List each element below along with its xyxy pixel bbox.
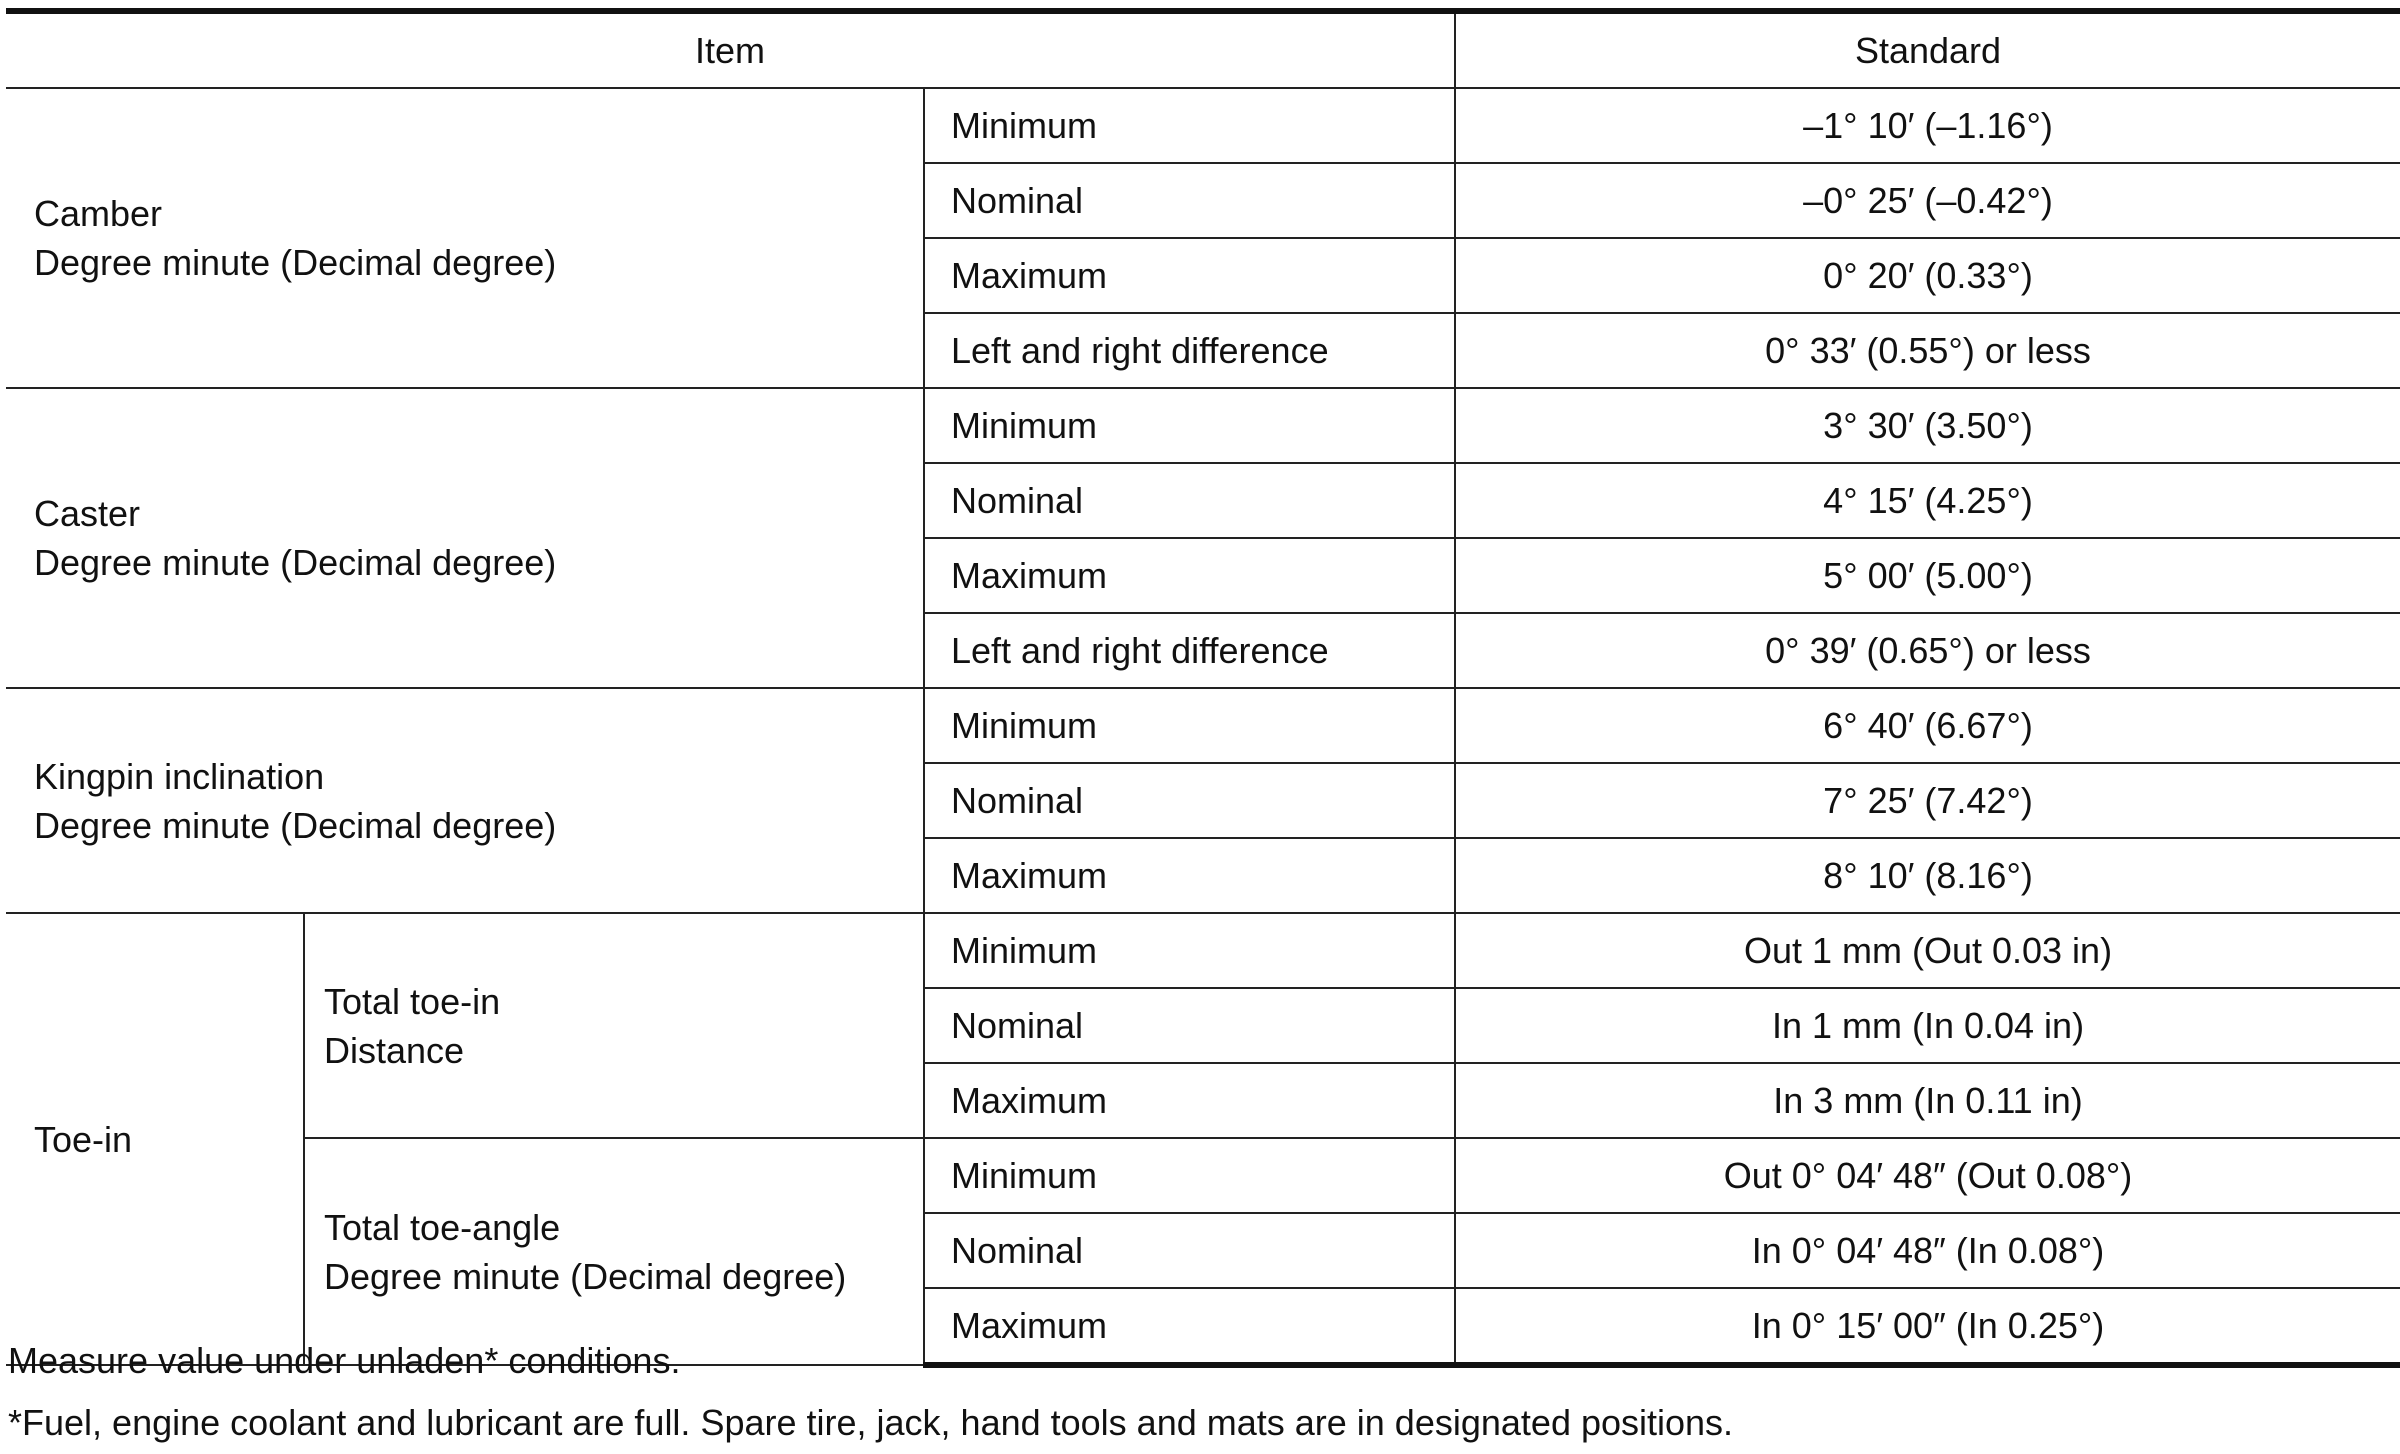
caster-item-cell (6, 388, 924, 688)
standard-value: In 1 mm (In 0.04 in) (1455, 988, 2400, 1063)
kingpin-item-cell (6, 688, 924, 913)
standard-value: Out 1 mm (Out 0.03 in) (1455, 913, 2400, 988)
standard-value: In 0° 15′ 00″ (In 0.25°) (1455, 1288, 2400, 1365)
standard-value: 8° 10′ (8.16°) (1455, 838, 2400, 913)
footnotes (8, 1330, 1733, 1454)
standard-value: In 3 mm (In 0.11 in) (1455, 1063, 2400, 1138)
camber-title: Camber (34, 193, 163, 234)
total-toe-angle-subtitle: Degree minute (Decimal degree) (324, 1255, 847, 1297)
camber-item-cell (6, 88, 924, 388)
condition-label: Nominal (924, 1213, 1455, 1288)
standard-value: 7° 25′ (7.42°) (1455, 763, 2400, 838)
standard-value: 4° 15′ (4.25°) (1455, 463, 2400, 538)
header-item: Item (6, 11, 1455, 88)
standard-value: 0° 33′ (0.55°) or less (1455, 313, 2400, 388)
condition-label: Maximum (924, 1063, 1455, 1138)
standard-value: Out 0° 04′ 48″ (Out 0.08°) (1455, 1138, 2400, 1213)
condition-label: Nominal (924, 763, 1455, 838)
wheel-alignment-spec-table (6, 8, 2400, 1368)
kingpin-subtitle: Degree minute (Decimal degree) (34, 804, 557, 846)
condition-label: Minimum (924, 88, 1455, 163)
table-row (6, 913, 2400, 988)
total-toe-angle-title: Total toe-angle (324, 1206, 561, 1248)
camber-subtitle: Degree minute (Decimal degree) (34, 242, 557, 283)
condition-label: Maximum (924, 838, 1455, 913)
condition-label: Maximum (924, 1288, 1455, 1365)
condition-label: Minimum (924, 688, 1455, 763)
condition-label: Left and right difference (924, 613, 1455, 688)
condition-label: Nominal (924, 988, 1455, 1063)
table-row (6, 1138, 2400, 1213)
standard-value: 6° 40′ (6.67°) (1455, 688, 2400, 763)
toe-in-item-cell: Toe-in (6, 913, 304, 1365)
standard-value: 5° 00′ (5.00°) (1455, 538, 2400, 613)
kingpin-title: Kingpin inclination (34, 755, 325, 797)
standard-value: 0° 20′ (0.33°) (1455, 238, 2400, 313)
condition-label: Minimum (924, 913, 1455, 988)
caster-title: Caster (34, 493, 141, 534)
total-toe-in-title: Total toe-in (324, 980, 501, 1022)
standard-value: 0° 39′ (0.65°) or less (1455, 613, 2400, 688)
condition-label: Maximum (924, 538, 1455, 613)
condition-label: Nominal (924, 163, 1455, 238)
table-row (6, 88, 2400, 163)
total-toe-in-cell (304, 913, 924, 1138)
table-row (6, 388, 2400, 463)
caster-subtitle: Degree minute (Decimal degree) (34, 542, 557, 583)
header-standard: Standard (1455, 11, 2400, 88)
measurement-note: Measure value under unladen* conditions. (8, 1340, 681, 1381)
condition-label: Nominal (924, 463, 1455, 538)
table-header-row (6, 11, 2400, 88)
unladen-footnote: *Fuel, engine coolant and lubricant are full. Spare tire, jack, hand tools and mats are in designated positions. (8, 1402, 1734, 1443)
standard-value: –0° 25′ (–0.42°) (1455, 163, 2400, 238)
standard-value: In 0° 04′ 48″ (In 0.08°) (1455, 1213, 2400, 1288)
standard-value: 3° 30′ (3.50°) (1455, 388, 2400, 463)
condition-label: Minimum (924, 1138, 1455, 1213)
table-row (6, 688, 2400, 763)
condition-label: Maximum (924, 238, 1455, 313)
standard-value: –1° 10′ (–1.16°) (1455, 88, 2400, 163)
condition-label: Left and right difference (924, 313, 1455, 388)
total-toe-in-subtitle: Distance (324, 1029, 465, 1071)
condition-label: Minimum (924, 388, 1455, 463)
